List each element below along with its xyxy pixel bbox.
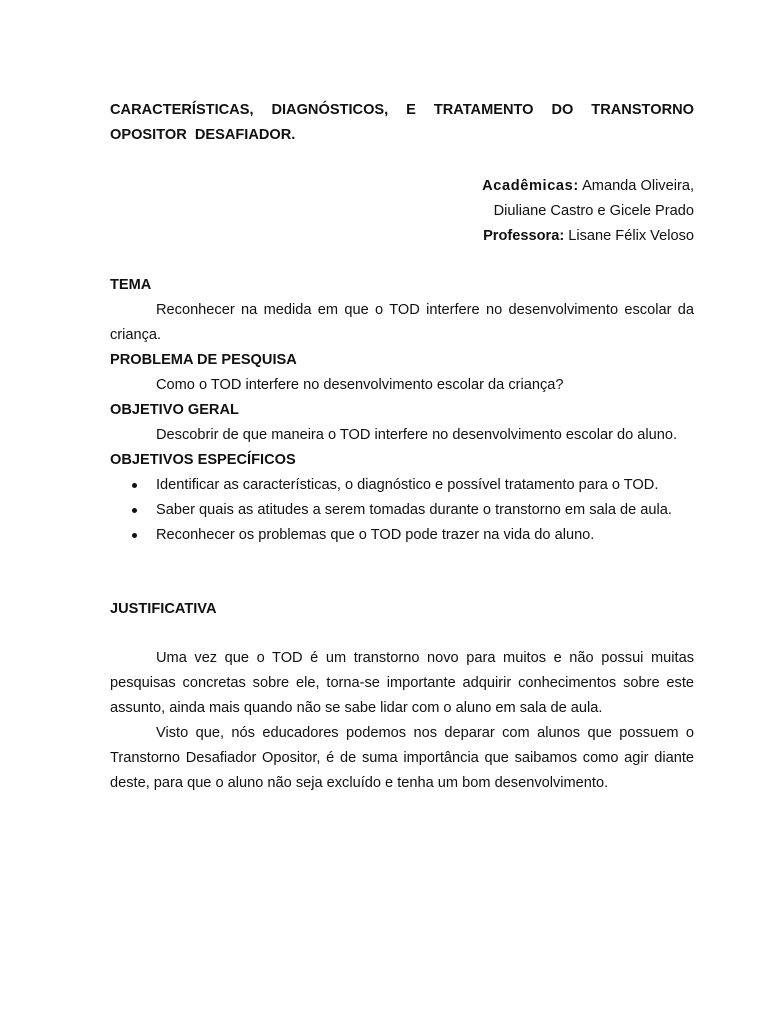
academicas-names-1: Amanda Oliveira, <box>582 178 694 194</box>
bullet-icon <box>132 508 137 513</box>
bullet-icon <box>132 533 137 538</box>
authors-block <box>110 174 694 249</box>
academicas-line-2: Diuliane Castro e Gicele Prado <box>493 203 694 219</box>
title-line-2: OPOSITOR DESAFIADOR. <box>110 127 296 143</box>
professora-name: Lisane Félix Veloso <box>568 228 694 244</box>
document-page <box>110 98 694 796</box>
objetivos-especificos-list <box>110 473 694 548</box>
list-item-text: Identificar as características, o diagnóstico e possível tratamento para o TOD. <box>156 477 659 493</box>
document-title <box>110 98 694 148</box>
problema-text: Como o TOD interfere no desenvolvimento escolar da criança? <box>156 377 564 393</box>
justificativa-paragraph-1: Uma vez que o TOD é um transtorno novo para muitos e não possui muitas pesquisas concretas sobre ele, torna-se importante adquirir conhecimentos sobre este assunto, ainda mais quando não se sabe lidar com o aluno em sala de aula. <box>110 650 694 716</box>
academicas-line-1 <box>110 174 694 199</box>
academicas-label: Acadêmicas: <box>482 178 579 194</box>
objetivo-geral-heading: OBJETIVO GERAL <box>110 402 239 418</box>
list-item-text: Saber quais as atitudes a serem tomadas durante o transtorno em sala de aula. <box>156 502 672 518</box>
objetivos-especificos-heading: OBJETIVOS ESPECÍFICOS <box>110 452 296 468</box>
list-item <box>110 473 694 498</box>
justificativa-paragraph-2: Visto que, nós educadores podemos nos deparar com alunos que possuem o Transtorno Desafiador Opositor, é de suma importância que saibamos como agir diante deste, para que o aluno não seja excluído e tenha um bom desenvolvimento. <box>110 725 694 791</box>
list-item-text: Reconhecer os problemas que o TOD pode trazer na vida do aluno. <box>156 527 595 543</box>
professora-label: Professora: <box>483 228 565 244</box>
title-line-1: CARACTERÍSTICAS, DIAGNÓSTICOS, E TRATAMENTO DO TRANSTORNO <box>110 102 694 118</box>
problema-heading: PROBLEMA DE PESQUISA <box>110 352 297 368</box>
section-tema <box>110 273 694 548</box>
list-item <box>110 498 694 523</box>
objetivo-geral-text: Descobrir de que maneira o TOD interfere no desenvolvimento escolar do aluno. <box>156 427 678 443</box>
bullet-icon <box>132 483 137 488</box>
justificativa-heading: JUSTIFICATIVA <box>110 601 217 617</box>
tema-heading: TEMA <box>110 277 152 293</box>
justificativa-body <box>110 646 694 796</box>
professora-line <box>110 224 694 249</box>
list-item <box>110 523 694 548</box>
tema-text: Reconhecer na medida em que o TOD interfere no desenvolvimento escolar da criança. <box>110 302 694 343</box>
